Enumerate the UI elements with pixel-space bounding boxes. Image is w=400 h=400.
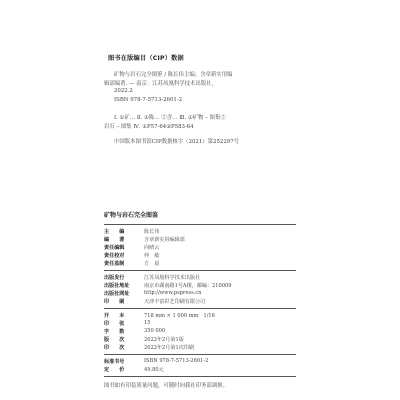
publisher-label: 出版发行: [104, 275, 125, 281]
spec-value: 350 000: [144, 328, 166, 334]
spec-label: 印 次: [104, 345, 125, 351]
credit-value: 含章新实用编辑部: [144, 237, 185, 243]
cip-line: 矿物与岩石完全图鉴 / 陈长伟主编；含章新实用编: [114, 72, 233, 78]
isbn-value: ISBN 978-7-5713-2601-2: [144, 358, 209, 364]
credit-value: 陈长伟: [144, 229, 160, 235]
credit-value: 向晴云: [144, 245, 160, 251]
spec-value: 15: [144, 320, 151, 326]
cip-isbn: ISBN 978-7-5713-2601-2: [114, 97, 183, 103]
publisher-value: 江苏凤凰科学技术出版社: [144, 275, 201, 281]
credit-value: 方 晨: [144, 261, 160, 267]
price-label: 定 价: [104, 367, 125, 373]
publisher-value: 天津丰富彩艺印刷有限公司: [144, 299, 206, 305]
isbn-label: 标准书号: [104, 359, 125, 365]
spec-value: 718 mm × 1 000 mm 1/16: [144, 313, 215, 319]
quality-notice: 图书如有印装质量问题，可随时向我社印务部调换。: [104, 383, 228, 389]
credit-label: 责任监制: [104, 261, 125, 267]
divider: [104, 354, 296, 355]
credit-label: 编 著: [104, 237, 125, 243]
credit-label: 责任校对: [104, 253, 125, 259]
spec-label: 印 张: [104, 321, 125, 327]
divider: [104, 224, 296, 225]
cip-subject-line: 岩石 – 图集 Ⅳ. ①P57-64②P583-64: [104, 124, 194, 130]
publisher-label: 出版社网址: [104, 291, 130, 297]
divider: [104, 308, 296, 309]
cip-catalog-number: 中国版本图书馆CIP数据核字（2021）第252297号: [114, 139, 240, 145]
divider: [104, 376, 296, 377]
spec-label: 开 本: [104, 313, 125, 319]
spec-label: 版 次: [104, 337, 125, 343]
publisher-label: 出版社地址: [104, 283, 130, 289]
publisher-value: 南京市湖南路1号A楼，邮编：210009: [144, 283, 232, 289]
spec-value: 2022年2月第1次印刷: [144, 345, 195, 351]
publisher-label: 印 刷: [104, 299, 125, 305]
divider: [104, 270, 296, 271]
cip-subject-line: Ⅰ. ①矿… Ⅱ. ①陈… ②含… Ⅲ. ①矿物 – 图集②: [114, 115, 226, 121]
cip-line: 2022.2: [114, 88, 133, 94]
cip-line: 辑部编著. — 南京：江苏凤凰科学技术出版社,: [104, 81, 214, 87]
credit-value: 仲 敏: [144, 253, 160, 259]
cip-heading: 图书在版编目（CIP）数据: [108, 55, 184, 62]
credit-label: 主 编: [104, 229, 125, 235]
spec-value: 2022年2月第1版: [144, 337, 184, 343]
price-value: 49.80元: [144, 367, 164, 373]
book-title: 矿物与岩石完全图鉴: [104, 212, 159, 219]
spec-label: 字 数: [104, 329, 125, 335]
credit-label: 责任编辑: [104, 245, 125, 251]
publisher-value: http://www.pspress.cn: [144, 290, 202, 296]
